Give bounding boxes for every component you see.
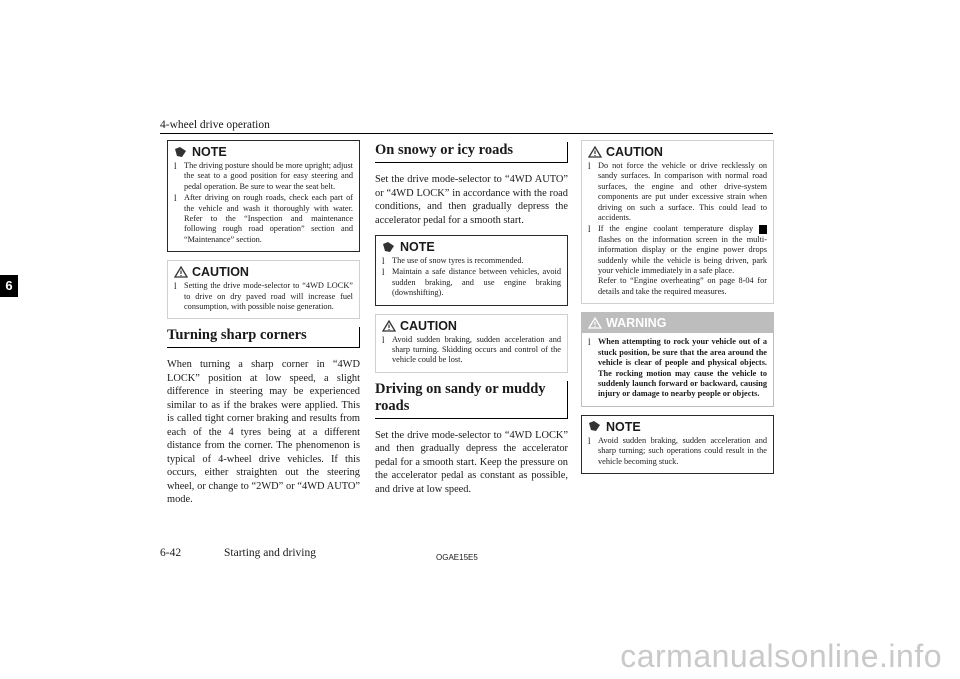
column-3 (581, 140, 774, 482)
caution-item: l If the engine coolant temperature display flashes on the information screen in the multi-information display or the engine power drops suddenly while the vehicle is being driven, park your vehicle immediately in a safe place. Refer to “Engine overheating” on page 8-04 for details and take the required measures. (588, 224, 767, 296)
caution-header (382, 319, 561, 333)
note-item: l The driving posture should be more upright; adjust the seat to a good position for easy steering and pedal operation. Be sure to wear the seat belt. (174, 161, 353, 191)
note-box (375, 235, 568, 306)
caution-box (581, 140, 774, 304)
chapter-tab: 6 (0, 275, 18, 297)
page-header-title: 4-wheel drive operation (160, 119, 270, 131)
caution-box (167, 260, 360, 319)
document-code: OGAE15E5 (436, 553, 478, 562)
section-heading-wrap (375, 142, 568, 163)
caution-item: l Avoid sudden braking, sudden acceleration and sharp turning. Skidding occurs and control of the vehicle could be lost. (382, 334, 561, 365)
note-box (167, 140, 360, 252)
caution-box (375, 314, 568, 373)
warning-label: WARNING (606, 316, 667, 331)
note-header (588, 420, 767, 434)
section-title-snowy: On snowy or icy roads (375, 142, 567, 163)
warning-box (581, 312, 774, 406)
column-2 (375, 140, 568, 504)
warning-item: l When attempting to rock your vehicle out of a stuck position, be sure that the area around the vehicle is clear of people and physical objects. The rocking motion may cause the vehicle to suddenly launch forward or backward, causing injury or damage to nearby people or objects. (588, 337, 767, 399)
section-heading-wrap (167, 327, 360, 348)
note-icon (382, 242, 396, 253)
caution-item-text: Refer to “Engine overheating” on page 8-04 for details and take the required measures. (598, 276, 767, 296)
note-label: NOTE (400, 240, 435, 254)
note-item: l The use of snow tyres is recommended. (382, 256, 524, 266)
caution-triangle-icon (174, 266, 188, 278)
page-number: 6-42 (160, 547, 182, 559)
body-text-sandy: Set the drive mode-selector to “4WD LOCK” and then gradually depress the accelerator pedal for a smooth start. Keep the pressure on the accelerator pedal as constant as possible, and drive at low speed. (375, 429, 568, 495)
note-box (581, 415, 774, 474)
section-title-sandy: Driving on sandy or muddy roads (375, 381, 567, 419)
note-icon (174, 147, 188, 158)
note-label: NOTE (192, 145, 227, 159)
caution-triangle-icon (382, 320, 396, 332)
caution-header (588, 145, 767, 159)
body-text-snowy: Set the drive mode-selector to “4WD AUTO” or “4WD LOCK” in accordance with the road conditions, and then gradually depress the accelerator pedal for a smooth start. (375, 174, 568, 226)
caution-item-text: If the engine coolant temperature display (598, 224, 754, 234)
section-title-turning: Turning sharp corners (167, 327, 359, 348)
caution-item: l Do not force the vehicle or drive recklessly on sandy surfaces. In comparison with normal road surfaces, the engine and other drive-system components are put under excessive strain when driving on such a surface. This could lead to accidents. (588, 161, 767, 223)
note-item: l Maintain a safe distance between vehicles, avoid sudden braking, and use engine braking (downshifting). (382, 267, 561, 298)
column-1 (167, 140, 360, 515)
coolant-temperature-icon (759, 225, 767, 234)
caution-header (174, 265, 353, 279)
note-item: l Avoid sudden braking, sudden acceleration and sharp turning; such operations could result in the vehicle becoming stuck. (588, 435, 767, 466)
caution-item: l Setting the drive mode-selector to “4WD LOCK” to drive on dry paved road will increase fuel consumption, with possible noise generation. (174, 281, 353, 312)
caution-label: CAUTION (606, 145, 663, 159)
watermark: carmanualsonline.info (620, 638, 942, 674)
note-label: NOTE (606, 419, 641, 434)
body-text-turning: When turning a sharp corner in “4WD LOCK” position at low speed, a slight difference in steering may be experienced similar to as if the brakes were applied. This is called tight corner braking and results from each of the 4 tyres being at a different distance from the corner. The phenomenon is typical of 4-wheel drive vehicles. If this occurs, either straighten out the steering wheel, or change to “2WD” or “4WD AUTO” mode. (167, 359, 360, 506)
section-heading-wrap (375, 381, 568, 419)
caution-triangle-icon (588, 146, 602, 158)
header-rule (160, 133, 773, 134)
warning-header (582, 313, 773, 333)
note-header (382, 240, 561, 254)
footer-section-name: Starting and driving (224, 547, 316, 559)
note-header (174, 145, 353, 159)
note-item: l After driving on rough roads, check each part of the vehicle and wash it thoroughly with water. Refer to the “Inspection and maintenance following rough road operation” section and “Maintenance” section. (174, 193, 353, 244)
note-icon (588, 421, 602, 432)
caution-label: CAUTION (400, 318, 457, 333)
warning-triangle-icon (588, 317, 602, 329)
caution-label: CAUTION (192, 265, 249, 280)
caution-item-text: flashes on the information screen in the multi-information display or the engine power drops suddenly while the vehicle is being driven, park your vehicle immediately in a safe place. (598, 234, 767, 276)
